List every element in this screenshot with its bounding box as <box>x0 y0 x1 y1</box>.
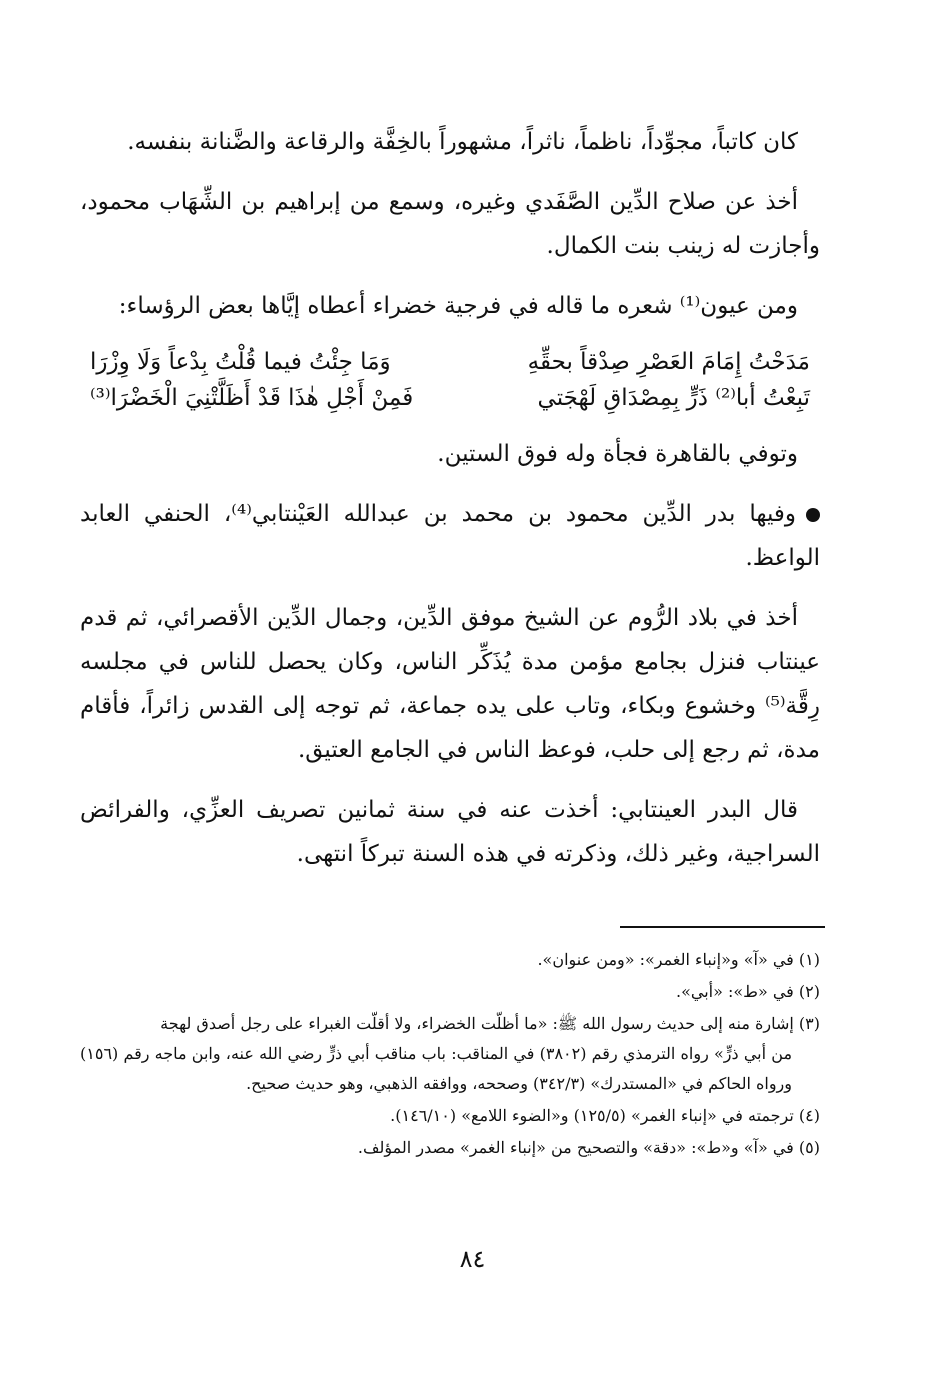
poem-line-2-first-hemistich: تَبِعْتُ أبا⁽²⁾ ذَرٍّ بِمِصْدَاقِ لَهْجَتي <box>537 385 810 411</box>
paragraph-4: وتوفي بالقاهرة فجأة وله فوق الستين. <box>437 441 798 467</box>
footnote-3-first-line: (٣) إشارة منه إلى حديث رسول الله ﷺ: «ما أظلّت الخضراء، ولا أقلّت الغبراء على رجل أصدق لهجة <box>160 1014 820 1033</box>
footnote-5: (٥) في «آ» و«ط»: «دقة» والتصحيح من «إنباء الغمر» مصدر المؤلف. <box>357 1138 820 1157</box>
poem-line-2-second-hemistich: فَمِنْ أَجْلِ هٰذَا قَدْ أَظَلَّتْنِيَ الْخَضْرَا⁽³⁾ <box>90 385 414 411</box>
footnote-3 <box>80 1009 820 1099</box>
paragraph-3: ومن عيون⁽¹⁾ شعره ما قاله في فرجية خضراء أعطاه إيَّاها بعض الرؤساء: <box>118 293 798 319</box>
paragraph-1: كان كاتباً، مجوِّداً، ناظماً، ناثراً، مشهوراً بالخِفَّة والرقاعة والضَّنانة بنفسه. <box>127 129 798 155</box>
paragraph-7: قال البدر العينتابي: أخذت عنه في سنة ثمانين تصريف العزِّي، والفرائض السراجية، وغير ذلك، وذكرته في هذه السنة تبركاً انتهى. <box>80 797 820 867</box>
footnote-1: (١) في «آ» و«إنباء الغمر»: «ومن عنوان». <box>537 950 820 969</box>
main-text <box>80 120 820 892</box>
poem-line-1 <box>80 344 820 380</box>
poem-line-1-first-hemistich: مَدَحْتُ إِمَامَ العَصْرِ صِدْقاً بحقِّهِ <box>527 349 810 375</box>
poem-line-1-second-hemistich: وَمَا جِئْتُ فيما قُلْتُ بِدْعاً وَلَا وِزْرَا <box>90 349 391 375</box>
paragraph-5-text: وفيها بدر الدِّين محمود بن محمد بن عبدالله العَيْنتابي⁽⁴⁾، الحنفي العابد الواعظ. <box>80 501 820 571</box>
paragraph-2: أخذ عن صلاح الدِّين الصَّفَدي وغيره، وسمع من إبراهيم بن الشِّهَاب محمود، وأجازت له زينب بنت الكمال. <box>80 189 820 259</box>
footnote-3-continuation: من أبي ذرٍّ» رواه الترمذي رقم (٣٨٠٢) في المناقب: باب مناقب أبي ذرٍّ رضي الله عنه، وابن ماجه رقم (١٥٦) ورواه الحاكم في «المستدرك» (٣٤٢/٣) وصححه، ووافقه الذهبي، وهو حديث صحيح. <box>80 1044 793 1093</box>
bullet-icon <box>806 508 820 522</box>
footnote-2: (٢) في «ط»: «أبي». <box>676 982 820 1001</box>
footnotes <box>80 945 820 1165</box>
footnote-divider <box>620 926 825 928</box>
paragraph-6: أخذ في بلاد الرُّوم عن الشيخ موفق الدِّين، وجمال الدِّين الأقصرائي، ثم قدم عينتاب فنزل بجامع مؤمن مدة يُذَكِّر الناس، وكان يحصل للناس في مجلسه رِقَّة⁽⁵⁾ وخشوع وبكاء، وتاب على يده جماعة، ثم توجه إلى القدس زائراً، فأقام مدة، ثم رجع إلى حلب، فوعظ الناس في الجامع العتيق. <box>80 605 820 763</box>
footnote-4: (٤) ترجمته في «إنباء الغمر» (١٢٥/٥) و«الضوء اللامع» (١٤٦/١٠). <box>390 1106 820 1125</box>
page-number: ٨٤ <box>459 1245 486 1273</box>
poem-line-2 <box>80 380 820 416</box>
poem <box>80 344 820 416</box>
paragraph-5 <box>80 492 820 580</box>
